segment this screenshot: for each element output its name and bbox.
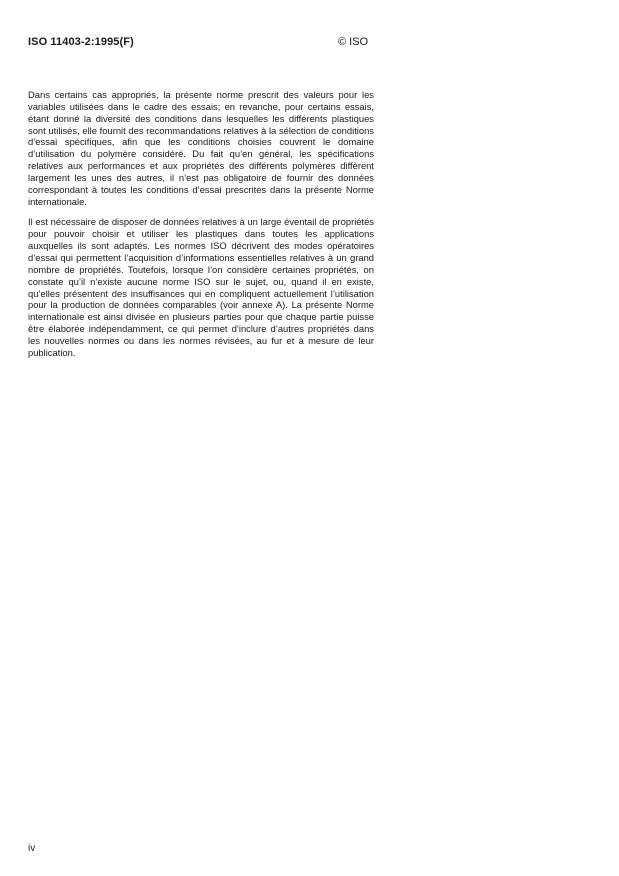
paragraph-1: Dans certains cas appropriés, la présente norme prescrit des valeurs pour les variables utilisées dans le cadre des essais; en revanche, pour certains essais, étant donné la diversité des conditions dans lesquelles les différents plastiques sont utilisés, elle fournit des recommandations relatives à la sélection de conditions d’essai spécifiques, afin que les conditions choisies couvrent le domaine d’utilisation du polymère considéré. Du fait qu’en général, les spécifications relatives aux performances et aux propriétés des différents polymères diffèrent largement les unes des autres, il n’est pas obligatoire de fournir des données correspondant à toutes les conditions d’essai prescrites dans la présente Norme internationale. bbox=[28, 89, 374, 207]
copyright-notice: © ISO bbox=[338, 36, 369, 48]
paragraph-2: Il est nécessaire de disposer de données relatives à un large éventail de propriétés pour pouvoir choisir et utiliser les plastiques dans toutes les applications auxquelles ils sont adaptés. Les normes ISO décrivent des modes opératoires d’essai qui permettent l’acquisition d’informations essentielles relatives à un grand nombre de propriétés. Toutefois, lorsque l’on considère certaines propriétés, on constate qu’il n’existe aucune norme ISO sur le sujet, ou, quand il en existe, qu’elles présentent des insuffisances qui en compliquent actuellement l’utilisation pour la production de données comparables (voir annexe A). La présente Norme internationale est ainsi divisée en plusieurs parties pour que chaque partie puisse être élaborée indépendamment, ce qui permet d’inclure d’autres propriétés dans les nouvelles normes ou dans les normes révisées, au fur et à mesure de leur publication. bbox=[28, 216, 374, 358]
document-reference: ISO 11403-2:1995(F) bbox=[28, 36, 134, 48]
main-text bbox=[28, 89, 374, 368]
page-number: iv bbox=[28, 843, 36, 854]
